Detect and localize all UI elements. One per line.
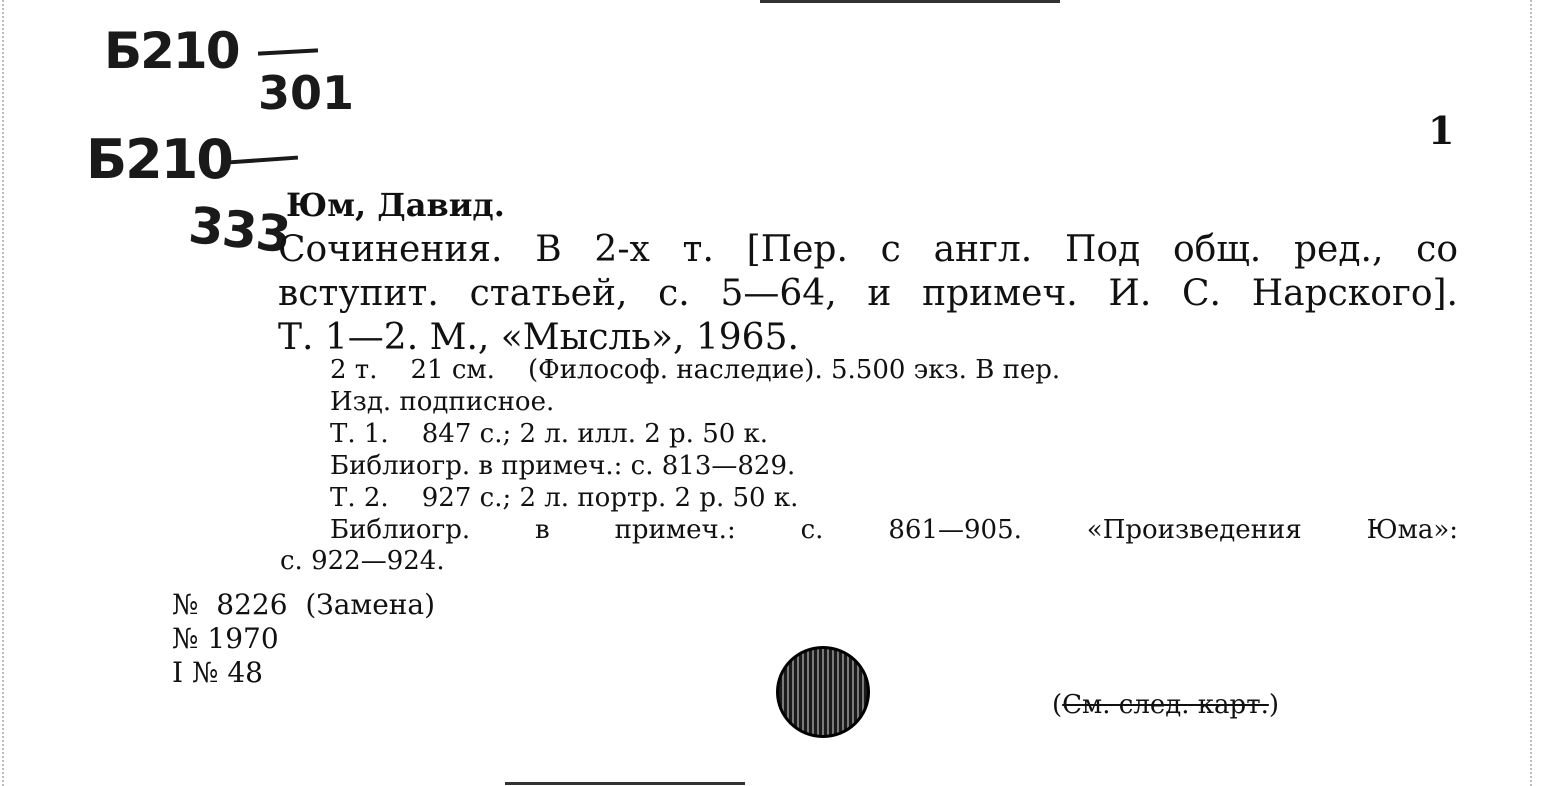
description-continuation: с. 922—924. (280, 546, 445, 576)
title-line: Т. 1—2. М., «Мысль», 1965. (278, 317, 799, 358)
handwritten-shelf-code-sub: 301 (258, 66, 355, 120)
card-number: 1 (1428, 108, 1455, 153)
card-bottom-edge (505, 782, 745, 785)
card-top-edge (760, 0, 1060, 3)
card-punch-hole (776, 646, 870, 738)
author-heading: Юм, Давид. (286, 186, 505, 224)
handwritten-shelf-code-2: Б210 (86, 128, 232, 191)
description-line: Библиогр. в примеч.: с. 861—905. «Произведения Юма»: (330, 515, 1458, 545)
see-next-close: ) (1268, 690, 1280, 720)
title-line: Сочинения. В 2-х т. [Пер. с англ. Под общ. ред., со (278, 229, 1458, 270)
description-line: 2 т. 21 см. (Философ. наследие). 5.500 экз. В пер. (330, 355, 1061, 385)
registry-line: № 8226 (Замена) (172, 588, 436, 621)
see-next-open: ( (1052, 690, 1063, 720)
handwritten-dash (228, 156, 298, 165)
registry-line: I № 48 (172, 656, 263, 689)
handwritten-fraction-bar (258, 48, 318, 55)
description-line: Библиогр. в примеч.: с. 813—829. (330, 451, 796, 481)
registry-numbers (172, 588, 435, 690)
description-line: Изд. подписное. (330, 387, 555, 417)
card-right-edge (1530, 0, 1532, 786)
card-left-edge (2, 0, 4, 786)
title-block (278, 228, 1458, 360)
handwritten-shelf-code: Б210 (104, 22, 239, 80)
see-next-text: См. след. карт. (1062, 690, 1269, 720)
registry-line: № 1970 (172, 622, 279, 655)
description-block (330, 354, 1458, 546)
description-line: Т. 2. 927 с.; 2 л. портр. 2 р. 50 к. (330, 483, 799, 513)
see-next-card-note (1052, 690, 1279, 720)
handwritten-author-mark: 333 (185, 196, 293, 265)
description-line: Т. 1. 847 с.; 2 л. илл. 2 р. 50 к. (330, 419, 769, 449)
title-line: вступит. статьей, с. 5—64, и примеч. И. С. Нарского]. (278, 273, 1458, 314)
